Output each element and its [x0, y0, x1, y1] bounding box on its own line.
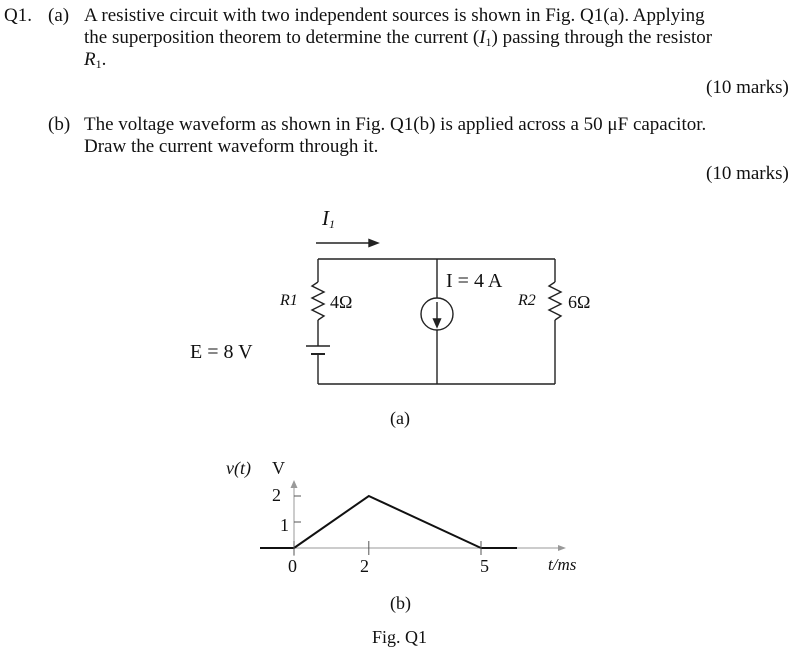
r2-value: 6Ω: [568, 292, 591, 312]
y-tick-label-2: 2: [272, 485, 281, 505]
waveform-caption: (b): [390, 593, 411, 613]
part-b-label: (b): [48, 114, 71, 135]
waveform-series-line: [294, 496, 481, 548]
part-a-line2: the superposition theorem to determine the current $(I_1)$ passing through the resistor: [84, 27, 713, 49]
r1-name: R1: [280, 292, 298, 309]
y-tick-label-1: 1: [280, 515, 289, 535]
r1-value: 4Ω: [330, 292, 353, 312]
circuit-caption: (a): [390, 408, 410, 428]
part-a-label: (a): [48, 5, 70, 26]
part-a-marks: (10 marks): [706, 77, 789, 98]
figure-caption: Fig. Q1: [372, 627, 428, 647]
r2-name: R2: [518, 292, 536, 309]
part-a-line3: $R_1$.: [84, 49, 107, 71]
y-axis-arrow: [291, 480, 298, 488]
waveform-xlabel: t/ms: [548, 555, 577, 574]
x-tick-label-0: 0: [288, 556, 297, 576]
x-tick-label-5: 5: [480, 556, 489, 576]
part-b-marks: (10 marks): [706, 163, 789, 184]
source-voltage-label: E = 8 V: [190, 341, 253, 363]
part-b-line2: Draw the current waveform through it.: [84, 136, 379, 157]
part-a-line1: A resistive circuit with two independent sources is shown in Fig. Q1(a). Applying: [84, 5, 705, 26]
waveform-axes: [260, 480, 566, 556]
x-axis-arrow: [558, 545, 566, 551]
current-label: $I_1$: [322, 206, 335, 231]
waveform-ylabel-var: v(t): [226, 458, 251, 478]
waveform-ylabel-unit: V: [272, 458, 285, 478]
x-tick-label-2: 2: [360, 556, 369, 576]
source-current-label: I = 4 A: [446, 270, 503, 292]
part-b-line1: The voltage waveform as shown in Fig. Q1(b) is applied across a 50 μF capacitor.: [84, 114, 707, 135]
question-number: Q1.: [4, 5, 32, 26]
